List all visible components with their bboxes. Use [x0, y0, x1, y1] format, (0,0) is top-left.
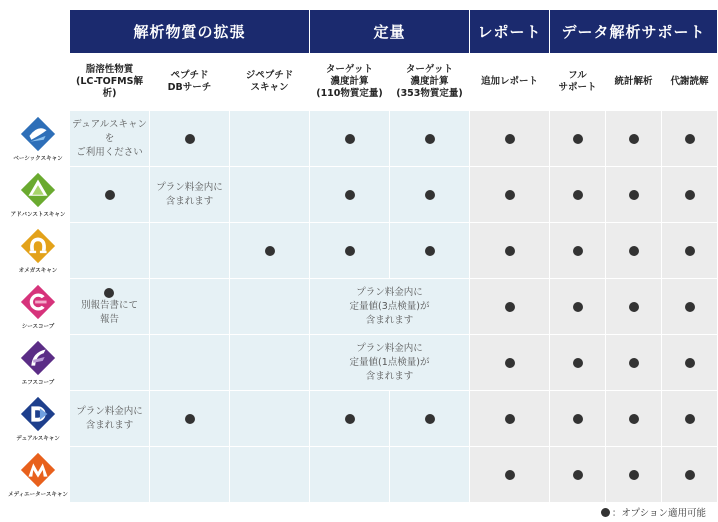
table-cell: [310, 391, 389, 446]
available-dot: [345, 190, 355, 200]
table-cell: [550, 335, 605, 390]
column-header-statistics: 統計解析: [606, 54, 661, 110]
c-scope-logo: シースコープ: [6, 278, 70, 334]
table-cell: 別報告書にて 報告: [70, 279, 149, 334]
table-cell: [390, 391, 469, 446]
table-cell: [230, 167, 309, 222]
advanced-scan-icon: [19, 171, 57, 209]
table-cell: デュアルスキャン を ご利用ください: [70, 111, 149, 166]
category-header-quantification: 定量: [310, 10, 469, 53]
table-cell: [390, 111, 469, 166]
column-header-metabolism-interpretation: 代謝読解: [662, 54, 717, 110]
available-dot: [685, 414, 695, 424]
available-dot: [573, 414, 583, 424]
table-cell: [150, 335, 229, 390]
table-cell: [470, 167, 549, 222]
table-cell: [470, 223, 549, 278]
table-cell: [470, 391, 549, 446]
available-dot: [629, 358, 639, 368]
category-header-analyte-expansion: 解析物質の拡張: [70, 10, 309, 53]
comparison-table: [70, 10, 717, 502]
available-dot: [573, 358, 583, 368]
column-header-target-353: ターゲット 濃度計算 (353物質定量): [390, 54, 469, 110]
dual-scan-logo: デュアルスキャン: [6, 390, 70, 446]
table-cell: [550, 279, 605, 334]
basic-scan-icon: [19, 115, 57, 153]
basic-scan-logo: ベーシックスキャン: [6, 110, 70, 166]
category-header-data-support: データ解析サポート: [550, 10, 717, 53]
table-cell: プラン料金内に 定量値(1点検量)が 含まれます: [310, 335, 469, 390]
table-cell: [470, 335, 549, 390]
available-dot: [104, 288, 114, 298]
available-dot: [573, 246, 583, 256]
legend: [601, 505, 706, 519]
table-cell: [390, 167, 469, 222]
table-cell: [70, 167, 149, 222]
omega-scan-logo: オメガスキャン: [6, 222, 70, 278]
available-dot: [629, 414, 639, 424]
table-cell: [606, 447, 661, 502]
available-dot: [573, 134, 583, 144]
table-cell: [310, 111, 389, 166]
table-cell: プラン料金内に 定量値(3点検量)が 含まれます: [310, 279, 469, 334]
table-cell: [470, 279, 549, 334]
table-cell: [550, 447, 605, 502]
available-dot: [425, 246, 435, 256]
dual-scan-icon: [19, 395, 57, 433]
available-dot: [185, 134, 195, 144]
table-cell: [606, 335, 661, 390]
available-dot: [505, 190, 515, 200]
table-cell: [230, 335, 309, 390]
table-cell: [230, 223, 309, 278]
table-cell: [70, 223, 149, 278]
available-dot: [505, 134, 515, 144]
table-cell: [230, 391, 309, 446]
legend-text: ：オプション適用可能: [611, 508, 706, 519]
f-scope-icon: [19, 339, 57, 377]
f-scope-logo: エフスコープ: [6, 334, 70, 390]
table-cell: [550, 111, 605, 166]
table-cell: [70, 335, 149, 390]
table-cell: [150, 391, 229, 446]
available-dot: [505, 358, 515, 368]
table-cell: [662, 167, 717, 222]
column-header-target-110: ターゲット 濃度計算 (110物質定量): [310, 54, 389, 110]
mediator-scan-logo: メディエータースキャン: [6, 446, 70, 502]
mediator-scan-icon: [19, 451, 57, 489]
available-dot: [573, 302, 583, 312]
table-cell: [606, 279, 661, 334]
table-cell: [150, 111, 229, 166]
available-dot: [505, 470, 515, 480]
available-dot: [685, 190, 695, 200]
c-scope-icon: [19, 283, 57, 321]
table-cell: プラン料金内に 含まれます: [150, 167, 229, 222]
table-cell: [390, 447, 469, 502]
table-cell: プラン料金内に 含まれます: [70, 391, 149, 446]
table-cell: [662, 447, 717, 502]
available-dot: [425, 414, 435, 424]
table-cell: [390, 223, 469, 278]
available-dot: [629, 246, 639, 256]
table-cell: [230, 111, 309, 166]
available-dot: [573, 190, 583, 200]
available-dot: [629, 134, 639, 144]
available-dot: [629, 190, 639, 200]
table-cell: [150, 223, 229, 278]
table-cell: [662, 279, 717, 334]
table-cell: [230, 279, 309, 334]
table-cell: [550, 391, 605, 446]
available-dot: [425, 134, 435, 144]
table-cell: [310, 223, 389, 278]
table-cell: [310, 447, 389, 502]
table-cell: [550, 223, 605, 278]
table-cell: [606, 223, 661, 278]
column-header-full-support: フル サポート: [550, 54, 605, 110]
available-dot: [685, 302, 695, 312]
table-cell: [606, 391, 661, 446]
available-dot: [685, 470, 695, 480]
available-dot: [685, 246, 695, 256]
table-cell: [470, 447, 549, 502]
available-dot: [345, 414, 355, 424]
available-dot: [505, 414, 515, 424]
table-cell: [662, 335, 717, 390]
advanced-scan-logo: アドバンストスキャン: [6, 166, 70, 222]
available-dot: [345, 246, 355, 256]
available-dot: [105, 190, 115, 200]
column-header-dipeptide: ジペプチド スキャン: [230, 54, 309, 110]
available-dot: [345, 134, 355, 144]
available-dot: [573, 470, 583, 480]
table-cell: [310, 167, 389, 222]
table-cell: [230, 447, 309, 502]
table-cell: [150, 279, 229, 334]
plan-logo-column: [6, 110, 70, 502]
table-cell: [470, 111, 549, 166]
table-cell: [662, 111, 717, 166]
available-dot: [425, 190, 435, 200]
column-header-additional-report: 追加レポート: [470, 54, 549, 110]
available-dot: [505, 302, 515, 312]
available-dot: [629, 302, 639, 312]
omega-scan-icon: [19, 227, 57, 265]
table-cell: [662, 223, 717, 278]
table-cell: [662, 391, 717, 446]
available-dot: [185, 414, 195, 424]
available-dot: [685, 358, 695, 368]
table-cell: [606, 111, 661, 166]
category-header-report: レポート: [470, 10, 549, 53]
available-dot: [629, 470, 639, 480]
available-dot: [685, 134, 695, 144]
table-cell: [150, 447, 229, 502]
available-dot: [505, 246, 515, 256]
column-header-lipid: 脂溶性物質 (LC-TOFMS解析): [70, 54, 149, 110]
table-cell: [550, 167, 605, 222]
available-dot: [265, 246, 275, 256]
table-cell: [70, 447, 149, 502]
legend-dot: [601, 508, 610, 517]
table-cell: [606, 167, 661, 222]
column-header-peptide: ペプチド DBサーチ: [150, 54, 229, 110]
